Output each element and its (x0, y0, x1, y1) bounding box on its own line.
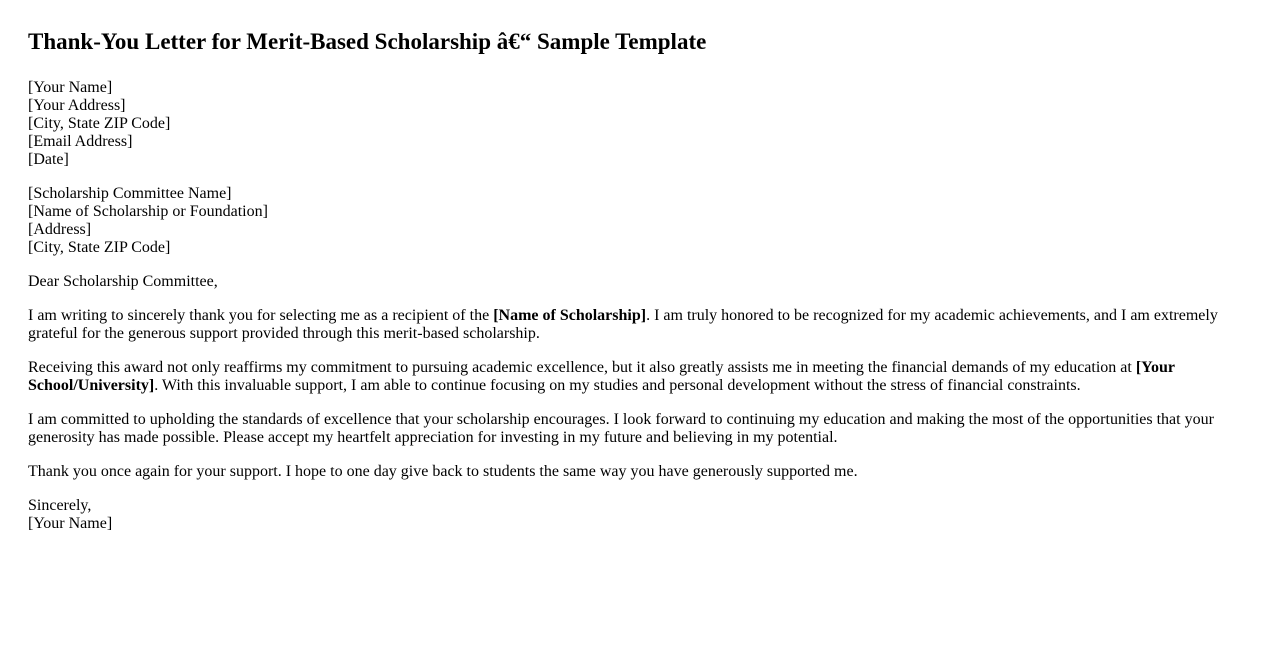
paragraph-1-text-end: . I am truly honored to be recognized for my academic achievements, and I am extremely grateful for the generous support provided through this merit-based scholarship. (28, 307, 1218, 342)
page-title: Thank-You Letter for Merit-Based Scholarship â€“ Sample Template (28, 29, 707, 54)
salutation: Dear Scholarship Committee, (28, 273, 218, 290)
school-name-placeholder: [Your School/University] (28, 359, 1175, 394)
body-paragraph-2 (28, 359, 1228, 395)
body-paragraph-4: Thank you once again for your support. I hope to one day give back to students the same way you have generously supported me. (28, 463, 858, 480)
paragraph-2-text-start: Receiving this award not only reaffirms my commitment to pursuing academic excellence, but it also greatly assists me in meeting the financial demands of my education at (28, 359, 1136, 376)
signature: [Your Name] (28, 515, 113, 532)
scholarship-name-placeholder: [Name of Scholarship] (493, 307, 647, 324)
recipient-city-state-zip: [City, State ZIP Code] (28, 239, 171, 256)
sender-email: [Email Address] (28, 133, 133, 150)
sender-block (28, 79, 1228, 169)
sender-name: [Your Name] (28, 79, 113, 96)
recipient-address: [Address] (28, 221, 92, 238)
paragraph-1-text-start: I am writing to sincerely thank you for selecting me as a recipient of the (28, 307, 494, 324)
sender-city-state-zip: [City, State ZIP Code] (28, 115, 171, 132)
sender-date: [Date] (28, 151, 69, 168)
paragraph-2-text-end: . With this invaluable support, I am able to continue focusing on my studies and personal development without the stress of financial constraints. (154, 377, 1081, 394)
body-paragraph-3: I am committed to upholding the standards of excellence that your scholarship encourages. I look forward to continuing my education and making the most of the opportunities that your generosity has made possible. Please accept my heartfelt appreciation for investing in my future and believing in my potential. (28, 411, 1214, 446)
body-paragraph-1 (28, 307, 1228, 343)
recipient-committee: [Scholarship Committee Name] (28, 185, 232, 202)
recipient-organization: [Name of Scholarship or Foundation] (28, 203, 268, 220)
sender-address: [Your Address] (28, 97, 126, 114)
recipient-block (28, 185, 1228, 257)
closing-block (28, 497, 1228, 533)
closing: Sincerely, (28, 497, 92, 514)
